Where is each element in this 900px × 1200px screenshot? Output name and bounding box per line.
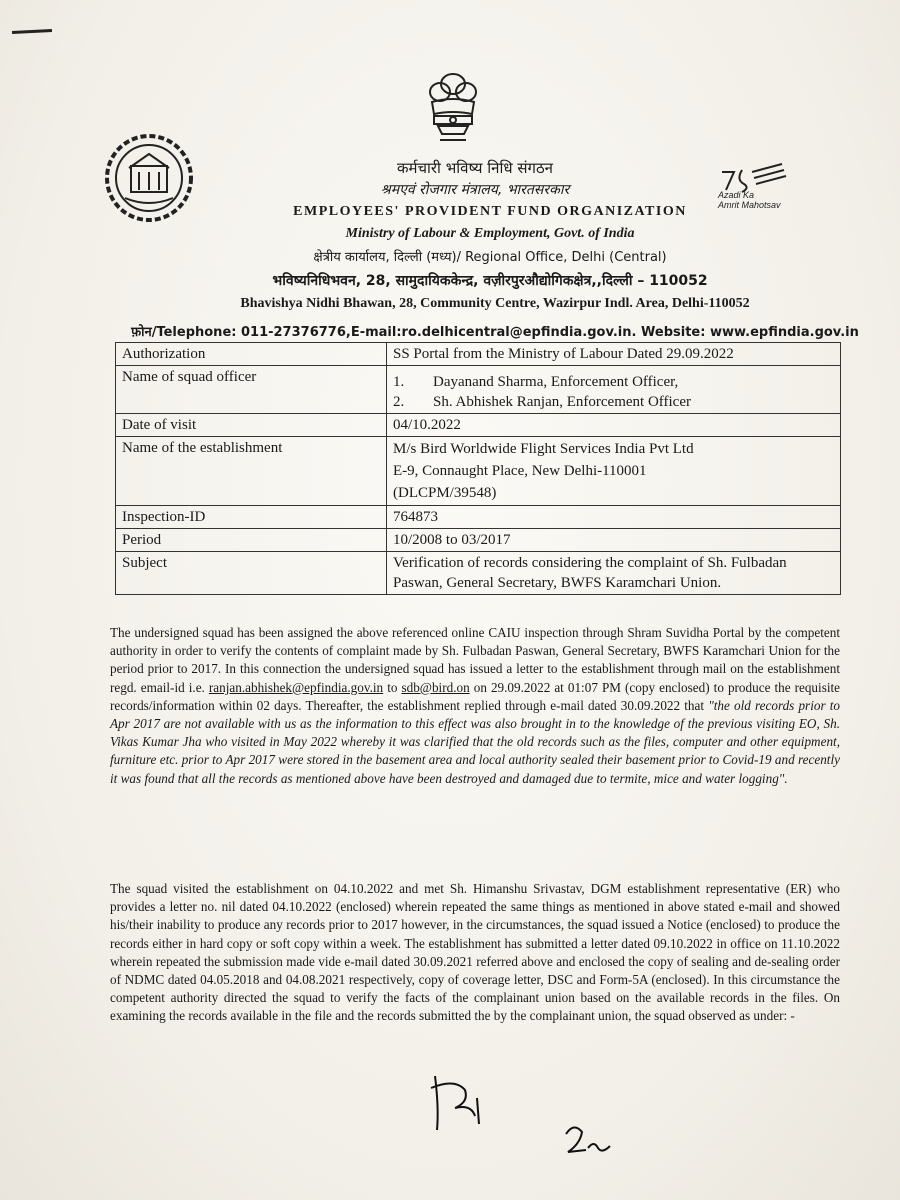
visit-date-label: Date of visit [116, 414, 387, 437]
contact-phone: फ़ोन/Telephone: 011-27376776,E-mail: [131, 325, 402, 340]
authorization-value: SS Portal from the Ministry of Labour Dated 29.09.2022 [387, 343, 841, 366]
list-item: 2. Sh. Abhishek Ranjan, Enforcement Officer [393, 394, 691, 410]
azadi-line2: Amrit Mahotsav [718, 200, 781, 210]
pen-mark [12, 29, 52, 34]
table-row [116, 506, 841, 529]
table-row [116, 343, 841, 366]
period-label: Period [116, 529, 387, 552]
org-name-hindi: कर्मचारी भविष्य निधि संगठन [397, 159, 553, 177]
address-hindi: भविष्यनिधिभवन, 28, सामुदायिककेन्द्र, वज़ीरपुरऔद्योगिकक्षेत्र,,दिल्ली – 110052 [272, 273, 708, 289]
paragraph-1: The undersigned squad has been assigned the above referenced online CAIU inspection through Shram Suvidha Portal by the competent authority in order to verify the contents of complaint made by Sh. Fulbadan Paswan, General Secretary, BWFS Karamchari Union for the period prior to 2017. In this connection the undersigned squad has issued a letter to the establishment through mail on the establishment regd. email-id i.e. ranjan.abhishek@epfindia.gov.in to sdb@bird.on on 29.09.2022 at 01:07 PM (copy enclosed) to produce the requisite records/information within 02 days. Thereafter, the establishment replied through e-mail dated 30.09.2022 that "the old records prior to Apr 2017 are not available with us as the information to this effect was also brought in to the knowledge of the previous visiting EO, Sh. Vikas Kumar Jha who visited in May 2022 whereby it was clarified that the old records such as the files, computer and other equipment, furniture etc. prior to Apr 2017 were stored in the basement area and local authority sealed their basement prior to Covid-19 and recently it was found that all the records as mentioned above have been destroyed and damaged due to termite, mice and water logging". [110, 625, 841, 786]
website-label: . Website: [631, 325, 710, 340]
inspection-id-value: 764873 [387, 506, 841, 529]
table-row [116, 552, 841, 595]
signature-2-icon [560, 1118, 620, 1162]
contact-email-link[interactable]: ro.delhicentral@epfindia.gov.in [401, 325, 632, 340]
address-english: Bhavishya Nidhi Bhawan, 28, Community Centre, Wazirpur Indl. Area, Delhi-110052 [240, 296, 750, 311]
national-emblem-icon [418, 68, 488, 148]
paragraph-2: The squad visited the establishment on 04.10.2022 and met Sh. Himanshu Srivastav, DGM establishment representative (ER) who provides a letter no. nil dated 04.10.2022 (enclosed) wherein repeated the same things as mentioned in above stated e-mail and showed his/their inability to produce any records prior to 2017 however, in the circumstances, the squad issued a Notice (enclosed) to produce the records either in hard copy or soft copy within a week. The establishment has submitted a letter dated 09.10.2022 in office on 11.10.2022 wherein repeated the submission made vide e-mail dated 30.09.2021 referred above and enclosed the copy of sealing and de-sealing order of NDMC dated 04.05.2018 and 04.08.2021 respectively, copy of coverage letter, DSC and Form-5A (enclosed). In this circumstance the competent authority directed the squad to verify the facts of the complainant union based on the available records in the files. On examining the records available in the file and the records submitted the by the complainant union, the squad observed as under: - [110, 881, 840, 1024]
squad-officer-value [387, 366, 841, 414]
inspection-details-table [115, 342, 841, 595]
subject-label: Subject [116, 552, 387, 595]
inspection-id-label: Inspection-ID [116, 506, 387, 529]
squad-officer-label: Name of squad officer [116, 366, 387, 414]
establishment-label: Name of the establishment [116, 437, 387, 506]
org-name-english: EMPLOYEES' PROVIDENT FUND ORGANIZATION [293, 204, 687, 219]
signature-1-icon [425, 1068, 495, 1138]
establishment-email-link[interactable]: sdb@bird.on [401, 679, 470, 695]
visit-date-value: 04/10.2022 [387, 414, 841, 437]
ministry-name-english: Ministry of Labour & Employment, Govt. of India [345, 226, 635, 241]
subject-value: Verification of records considering the complaint of Sh. Fulbadan Paswan, General Secretary, BWFS Karamchari Union. [387, 552, 841, 595]
establishment-reply-quote: "the old records prior to Apr 2017 are not available with us as the information to this effect was also brought in to the knowledge of the previous visiting EO, Sh. Vikas Kumar Jha who visited in May 2022 whereby it was clarified that the old records such as the files, computer and other equipment, furniture etc. prior to Apr 2017 were stored in the basement area and local authority sealed their basement prior to Covid-19 and recently it was found that all the records as mentioned above have been destroyed and damaged due to termite, mice and water logging". [110, 697, 840, 786]
ministry-name-hindi: श्रमएवं रोजगार मंत्रालय, भारतसरकार [380, 182, 570, 198]
regional-office: क्षेत्रीय कार्यालय, दिल्ली (मध्य)/ Regional Office, Delhi (Central) [313, 250, 667, 265]
establishment-value: M/s Bird Worldwide Flight Services India Pvt Ltd E-9, Connaught Place, New Delhi-110001 (DLCPM/39548) [387, 437, 841, 506]
table-row [116, 414, 841, 437]
period-value: 10/2008 to 03/2017 [387, 529, 841, 552]
list-item: 1. Dayanand Sharma, Enforcement Officer, [393, 374, 679, 390]
table-row [116, 529, 841, 552]
table-row [116, 437, 841, 506]
authorization-label: Authorization [116, 343, 387, 366]
squad-email-link[interactable]: ranjan.abhishek@epfindia.gov.in [208, 679, 384, 695]
azadi-line1: Azadi Ka [718, 190, 755, 200]
contact-line [0, 322, 900, 340]
table-row [116, 366, 841, 414]
website-link[interactable]: www.epfindia.gov.in [709, 325, 859, 340]
